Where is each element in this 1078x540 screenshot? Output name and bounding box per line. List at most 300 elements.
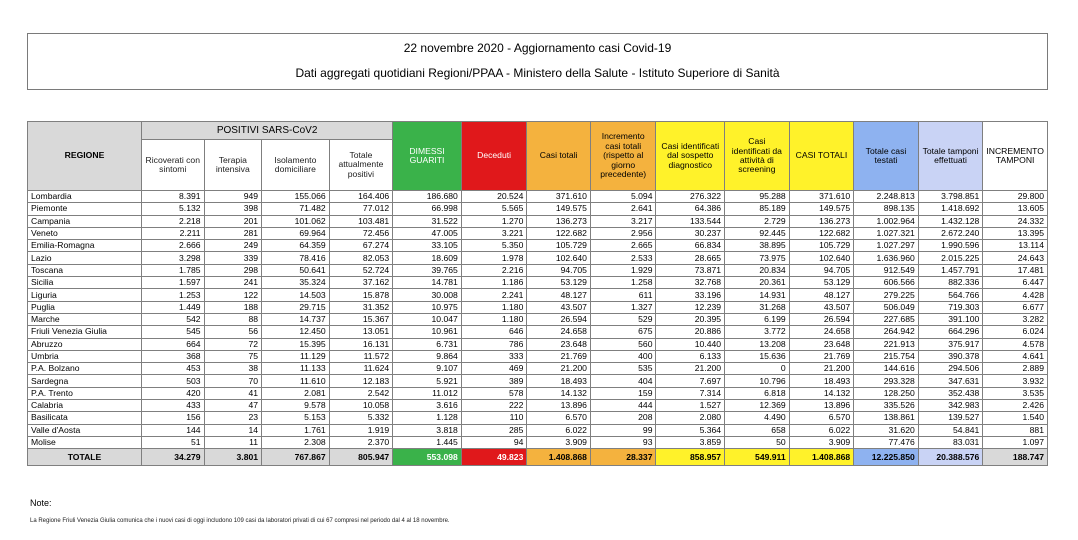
value-cell: 53.129 — [527, 277, 591, 289]
value-cell: 1.180 — [461, 301, 527, 313]
value-cell: 3.772 — [725, 326, 790, 338]
value-cell: 10.058 — [329, 400, 393, 412]
value-cell: 23 — [204, 412, 262, 424]
value-cell: 18.609 — [393, 252, 462, 264]
table-row — [28, 264, 1048, 276]
region-name-cell: Veneto — [28, 227, 142, 239]
value-cell: 5.332 — [329, 412, 393, 424]
value-cell: 5.350 — [461, 240, 527, 252]
value-cell: 20.361 — [725, 277, 790, 289]
col-header-totale-positivi: Totale attualmente positivi — [329, 140, 393, 191]
value-cell: 31.522 — [393, 215, 462, 227]
value-cell: 5.132 — [142, 203, 205, 215]
value-cell: 294.506 — [918, 363, 983, 375]
value-cell: 2.241 — [461, 289, 527, 301]
value-cell: 23.648 — [789, 338, 854, 350]
value-cell: 39.765 — [393, 264, 462, 276]
value-cell: 545 — [142, 326, 205, 338]
value-cell: 12.450 — [262, 326, 330, 338]
total-value-cell: 767.867 — [262, 449, 330, 466]
value-cell: 898.135 — [854, 203, 919, 215]
table-row — [28, 301, 1048, 313]
table-row — [28, 424, 1048, 436]
table-row — [28, 227, 1048, 239]
value-cell: 2.533 — [590, 252, 656, 264]
value-cell: 664 — [142, 338, 205, 350]
value-cell: 4.490 — [725, 412, 790, 424]
value-cell: 949 — [204, 191, 262, 203]
value-cell: 70 — [204, 375, 262, 387]
value-cell: 29.715 — [262, 301, 330, 313]
value-cell: 13.051 — [329, 326, 393, 338]
value-cell: 1.540 — [983, 412, 1048, 424]
value-cell: 77.476 — [854, 436, 919, 448]
value-cell: 719.303 — [918, 301, 983, 313]
value-cell: 14.132 — [527, 387, 591, 399]
value-cell: 144.616 — [854, 363, 919, 375]
value-cell: 535 — [590, 363, 656, 375]
value-cell: 31.620 — [854, 424, 919, 436]
table-row — [28, 387, 1048, 399]
table-row — [28, 363, 1048, 375]
value-cell: 92.445 — [725, 227, 790, 239]
value-cell: 83.031 — [918, 436, 983, 448]
value-cell: 560 — [590, 338, 656, 350]
value-cell: 43.507 — [789, 301, 854, 313]
value-cell: 227.685 — [854, 313, 919, 325]
value-cell: 11.624 — [329, 363, 393, 375]
total-value-cell: 3.801 — [204, 449, 262, 466]
value-cell: 72 — [204, 338, 262, 350]
value-cell: 444 — [590, 400, 656, 412]
total-value-cell: 858.957 — [656, 449, 725, 466]
value-cell: 13.395 — [983, 227, 1048, 239]
value-cell: 56 — [204, 326, 262, 338]
value-cell: 52.724 — [329, 264, 393, 276]
value-cell: 3.798.851 — [918, 191, 983, 203]
value-cell: 14.737 — [262, 313, 330, 325]
value-cell: 21.769 — [789, 350, 854, 362]
value-cell: 20.395 — [656, 313, 725, 325]
value-cell: 249 — [204, 240, 262, 252]
region-name-cell: Puglia — [28, 301, 142, 313]
value-cell: 201 — [204, 215, 262, 227]
report-title: 22 novembre 2020 - Aggiornamento casi Covid-19 — [403, 41, 672, 55]
value-cell: 339 — [204, 252, 262, 264]
table-row — [28, 400, 1048, 412]
value-cell: 47.005 — [393, 227, 462, 239]
value-cell: 1.990.596 — [918, 240, 983, 252]
value-cell: 368 — [142, 350, 205, 362]
region-name-cell: Lazio — [28, 252, 142, 264]
total-value-cell: 549.911 — [725, 449, 790, 466]
value-cell: 3.282 — [983, 313, 1048, 325]
value-cell: 85.189 — [725, 203, 790, 215]
total-value-cell: 12.225.850 — [854, 449, 919, 466]
value-cell: 881 — [983, 424, 1048, 436]
value-cell: 2.308 — [262, 436, 330, 448]
value-cell: 14.931 — [725, 289, 790, 301]
value-cell: 420 — [142, 387, 205, 399]
col-header-casi-totali: Casi totali — [527, 122, 591, 191]
region-name-cell: Sardegna — [28, 375, 142, 387]
value-cell: 138.861 — [854, 412, 919, 424]
region-name-cell: Marche — [28, 313, 142, 325]
value-cell: 11 — [204, 436, 262, 448]
total-value-cell: 28.337 — [590, 449, 656, 466]
col-header-dimessi: DIMESSI GUARITI — [393, 122, 462, 191]
table-row — [28, 313, 1048, 325]
region-name-cell: Umbria — [28, 350, 142, 362]
table-row — [28, 191, 1048, 203]
table-row — [28, 338, 1048, 350]
value-cell: 155.066 — [262, 191, 330, 203]
value-cell: 33.105 — [393, 240, 462, 252]
value-cell: 10.961 — [393, 326, 462, 338]
value-cell: 658 — [725, 424, 790, 436]
value-cell: 105.729 — [789, 240, 854, 252]
value-cell: 1.186 — [461, 277, 527, 289]
value-cell: 646 — [461, 326, 527, 338]
value-cell: 342.983 — [918, 400, 983, 412]
value-cell: 6.731 — [393, 338, 462, 350]
value-cell: 67.274 — [329, 240, 393, 252]
value-cell: 3.298 — [142, 252, 205, 264]
col-header-tamponi: Totale tamponi effettuati — [918, 122, 983, 191]
value-cell: 3.616 — [393, 400, 462, 412]
value-cell: 1.785 — [142, 264, 205, 276]
value-cell: 144 — [142, 424, 205, 436]
value-cell: 188 — [204, 301, 262, 313]
table-row — [28, 326, 1048, 338]
value-cell: 1.761 — [262, 424, 330, 436]
value-cell: 21.769 — [527, 350, 591, 362]
value-cell: 14.132 — [789, 387, 854, 399]
covid-data-table — [27, 121, 1048, 466]
value-cell: 882.336 — [918, 277, 983, 289]
value-cell: 13.114 — [983, 240, 1048, 252]
value-cell: 6.022 — [789, 424, 854, 436]
total-value-cell: 553.098 — [393, 449, 462, 466]
value-cell: 69.964 — [262, 227, 330, 239]
value-cell: 10.796 — [725, 375, 790, 387]
positivi-group-header: POSITIVI SARS-CoV2 — [142, 122, 393, 140]
value-cell: 1.418.692 — [918, 203, 983, 215]
value-cell: 13.605 — [983, 203, 1048, 215]
region-name-cell: Campania — [28, 215, 142, 227]
value-cell: 453 — [142, 363, 205, 375]
value-cell: 241 — [204, 277, 262, 289]
value-cell: 578 — [461, 387, 527, 399]
col-header-casi-testati: Totale casi testati — [854, 122, 919, 191]
value-cell: 66.834 — [656, 240, 725, 252]
value-cell: 17.481 — [983, 264, 1048, 276]
value-cell: 5.364 — [656, 424, 725, 436]
value-cell: 1.327 — [590, 301, 656, 313]
value-cell: 122 — [204, 289, 262, 301]
value-cell: 18.493 — [527, 375, 591, 387]
value-cell: 6.199 — [725, 313, 790, 325]
value-cell: 78.416 — [262, 252, 330, 264]
value-cell: 433 — [142, 400, 205, 412]
value-cell: 14 — [204, 424, 262, 436]
table-row — [28, 203, 1048, 215]
region-name-cell: Liguria — [28, 289, 142, 301]
value-cell: 3.535 — [983, 387, 1048, 399]
value-cell: 15.395 — [262, 338, 330, 350]
value-cell: 103.481 — [329, 215, 393, 227]
value-cell: 95.288 — [725, 191, 790, 203]
value-cell: 82.053 — [329, 252, 393, 264]
value-cell: 2.641 — [590, 203, 656, 215]
total-value-cell: 1.408.868 — [789, 449, 854, 466]
value-cell: 21.200 — [656, 363, 725, 375]
region-name-cell: Friuli Venezia Giulia — [28, 326, 142, 338]
value-cell: 506.049 — [854, 301, 919, 313]
value-cell: 1.432.128 — [918, 215, 983, 227]
value-cell: 264.942 — [854, 326, 919, 338]
value-cell: 1.128 — [393, 412, 462, 424]
value-cell: 2.216 — [461, 264, 527, 276]
region-name-cell: Emilia-Romagna — [28, 240, 142, 252]
col-header-ricoverati: Ricoverati con sintomi — [142, 140, 205, 191]
table-row — [28, 375, 1048, 387]
value-cell: 10.047 — [393, 313, 462, 325]
value-cell: 1.597 — [142, 277, 205, 289]
total-value-cell: 34.279 — [142, 449, 205, 466]
value-cell: 389 — [461, 375, 527, 387]
value-cell: 71.482 — [262, 203, 330, 215]
value-cell: 281 — [204, 227, 262, 239]
value-cell: 102.640 — [527, 252, 591, 264]
value-cell: 3.932 — [983, 375, 1048, 387]
value-cell: 33.196 — [656, 289, 725, 301]
value-cell: 1.002.964 — [854, 215, 919, 227]
value-cell: 564.766 — [918, 289, 983, 301]
total-value-cell: 188.747 — [983, 449, 1048, 466]
value-cell: 41 — [204, 387, 262, 399]
table-row — [28, 412, 1048, 424]
value-cell: 1.978 — [461, 252, 527, 264]
value-cell: 2.672.240 — [918, 227, 983, 239]
value-cell: 5.921 — [393, 375, 462, 387]
value-cell: 4.578 — [983, 338, 1048, 350]
value-cell: 6.133 — [656, 350, 725, 362]
value-cell: 149.575 — [789, 203, 854, 215]
value-cell: 186.680 — [393, 191, 462, 203]
value-cell: 2.426 — [983, 400, 1048, 412]
value-cell: 13.208 — [725, 338, 790, 350]
value-cell: 390.378 — [918, 350, 983, 362]
value-cell: 101.062 — [262, 215, 330, 227]
value-cell: 156 — [142, 412, 205, 424]
value-cell: 93 — [590, 436, 656, 448]
col-header-deceduti: Deceduti — [461, 122, 527, 191]
value-cell: 66.998 — [393, 203, 462, 215]
value-cell: 12.183 — [329, 375, 393, 387]
value-cell: 16.131 — [329, 338, 393, 350]
value-cell: 279.225 — [854, 289, 919, 301]
value-cell: 542 — [142, 313, 205, 325]
value-cell: 38.895 — [725, 240, 790, 252]
value-cell: 3.221 — [461, 227, 527, 239]
value-cell: 73.871 — [656, 264, 725, 276]
value-cell: 23.648 — [527, 338, 591, 350]
report-title-box — [27, 33, 1048, 90]
value-cell: 6.447 — [983, 277, 1048, 289]
note-label: Note: — [30, 498, 52, 508]
region-name-cell: Valle d'Aosta — [28, 424, 142, 436]
value-cell: 611 — [590, 289, 656, 301]
table-row — [28, 240, 1048, 252]
value-cell: 47 — [204, 400, 262, 412]
value-cell: 1.449 — [142, 301, 205, 313]
value-cell: 5.153 — [262, 412, 330, 424]
region-name-cell: Molise — [28, 436, 142, 448]
col-header-incremento-casi: Incremento casi totali (rispetto al giorno precedente) — [590, 122, 656, 191]
total-value-cell: 805.947 — [329, 449, 393, 466]
value-cell: 1.097 — [983, 436, 1048, 448]
value-cell: 9.864 — [393, 350, 462, 362]
value-cell: 14.503 — [262, 289, 330, 301]
value-cell: 6.024 — [983, 326, 1048, 338]
value-cell: 122.682 — [789, 227, 854, 239]
value-cell: 26.594 — [527, 313, 591, 325]
region-name-cell: Abruzzo — [28, 338, 142, 350]
value-cell: 18.493 — [789, 375, 854, 387]
value-cell: 912.549 — [854, 264, 919, 276]
value-cell: 64.386 — [656, 203, 725, 215]
value-cell: 6.677 — [983, 301, 1048, 313]
value-cell: 149.575 — [527, 203, 591, 215]
value-cell: 335.526 — [854, 400, 919, 412]
value-cell: 7.697 — [656, 375, 725, 387]
value-cell: 73.975 — [725, 252, 790, 264]
value-cell: 3.818 — [393, 424, 462, 436]
value-cell: 285 — [461, 424, 527, 436]
value-cell: 164.406 — [329, 191, 393, 203]
col-header-regione: REGIONE — [28, 122, 142, 191]
value-cell: 398 — [204, 203, 262, 215]
value-cell: 29.800 — [983, 191, 1048, 203]
value-cell: 128.250 — [854, 387, 919, 399]
value-cell: 2.211 — [142, 227, 205, 239]
value-cell: 1.457.791 — [918, 264, 983, 276]
value-cell: 31.268 — [725, 301, 790, 313]
value-cell: 7.314 — [656, 387, 725, 399]
value-cell: 371.610 — [527, 191, 591, 203]
value-cell: 2.729 — [725, 215, 790, 227]
table-row — [28, 289, 1048, 301]
value-cell: 12.239 — [656, 301, 725, 313]
value-cell: 48.127 — [789, 289, 854, 301]
col-header-sospetto-diagnostico: Casi identificati dal sospetto diagnostico — [656, 122, 725, 191]
value-cell: 75 — [204, 350, 262, 362]
value-cell: 20.834 — [725, 264, 790, 276]
total-value-cell: 1.408.868 — [527, 449, 591, 466]
table-row — [28, 252, 1048, 264]
region-name-cell: P.A. Trento — [28, 387, 142, 399]
value-cell: 1.929 — [590, 264, 656, 276]
value-cell: 10.975 — [393, 301, 462, 313]
value-cell: 3.859 — [656, 436, 725, 448]
value-cell: 3.217 — [590, 215, 656, 227]
value-cell: 786 — [461, 338, 527, 350]
value-cell: 11.129 — [262, 350, 330, 362]
value-cell: 110 — [461, 412, 527, 424]
value-cell: 529 — [590, 313, 656, 325]
col-header-casi-totali-upper: CASI TOTALI — [789, 122, 854, 191]
value-cell: 221.913 — [854, 338, 919, 350]
value-cell: 50 — [725, 436, 790, 448]
value-cell: 1.258 — [590, 277, 656, 289]
value-cell: 24.658 — [789, 326, 854, 338]
value-cell: 222 — [461, 400, 527, 412]
value-cell: 21.200 — [527, 363, 591, 375]
value-cell: 5.565 — [461, 203, 527, 215]
value-cell: 30.008 — [393, 289, 462, 301]
region-name-cell: Toscana — [28, 264, 142, 276]
value-cell: 2.665 — [590, 240, 656, 252]
value-cell: 64.359 — [262, 240, 330, 252]
value-cell: 276.322 — [656, 191, 725, 203]
value-cell: 9.578 — [262, 400, 330, 412]
value-cell: 3.909 — [789, 436, 854, 448]
value-cell: 9.107 — [393, 363, 462, 375]
value-cell: 35.324 — [262, 277, 330, 289]
value-cell: 4.641 — [983, 350, 1048, 362]
value-cell: 12.369 — [725, 400, 790, 412]
region-name-cell: Piemonte — [28, 203, 142, 215]
value-cell: 6.570 — [789, 412, 854, 424]
value-cell: 43.507 — [527, 301, 591, 313]
value-cell: 6.818 — [725, 387, 790, 399]
value-cell: 675 — [590, 326, 656, 338]
region-name-cell: Calabria — [28, 400, 142, 412]
value-cell: 15.878 — [329, 289, 393, 301]
value-cell: 28.665 — [656, 252, 725, 264]
value-cell: 1.636.960 — [854, 252, 919, 264]
table-body — [28, 191, 1048, 466]
value-cell: 5.094 — [590, 191, 656, 203]
value-cell: 352.438 — [918, 387, 983, 399]
value-cell: 14.781 — [393, 277, 462, 289]
value-cell: 133.544 — [656, 215, 725, 227]
value-cell: 159 — [590, 387, 656, 399]
value-cell: 0 — [725, 363, 790, 375]
value-cell: 122.682 — [527, 227, 591, 239]
value-cell: 606.566 — [854, 277, 919, 289]
value-cell: 50.641 — [262, 264, 330, 276]
value-cell: 77.012 — [329, 203, 393, 215]
value-cell: 1.527 — [656, 400, 725, 412]
value-cell: 208 — [590, 412, 656, 424]
value-cell: 6.570 — [527, 412, 591, 424]
value-cell: 1.253 — [142, 289, 205, 301]
value-cell: 102.640 — [789, 252, 854, 264]
table-row — [28, 350, 1048, 362]
value-cell: 1.919 — [329, 424, 393, 436]
value-cell: 2.015.225 — [918, 252, 983, 264]
value-cell: 136.273 — [789, 215, 854, 227]
value-cell: 94 — [461, 436, 527, 448]
value-cell: 2.370 — [329, 436, 393, 448]
value-cell: 31.352 — [329, 301, 393, 313]
value-cell: 664.296 — [918, 326, 983, 338]
value-cell: 2.889 — [983, 363, 1048, 375]
value-cell: 136.273 — [527, 215, 591, 227]
value-cell: 1.027.321 — [854, 227, 919, 239]
